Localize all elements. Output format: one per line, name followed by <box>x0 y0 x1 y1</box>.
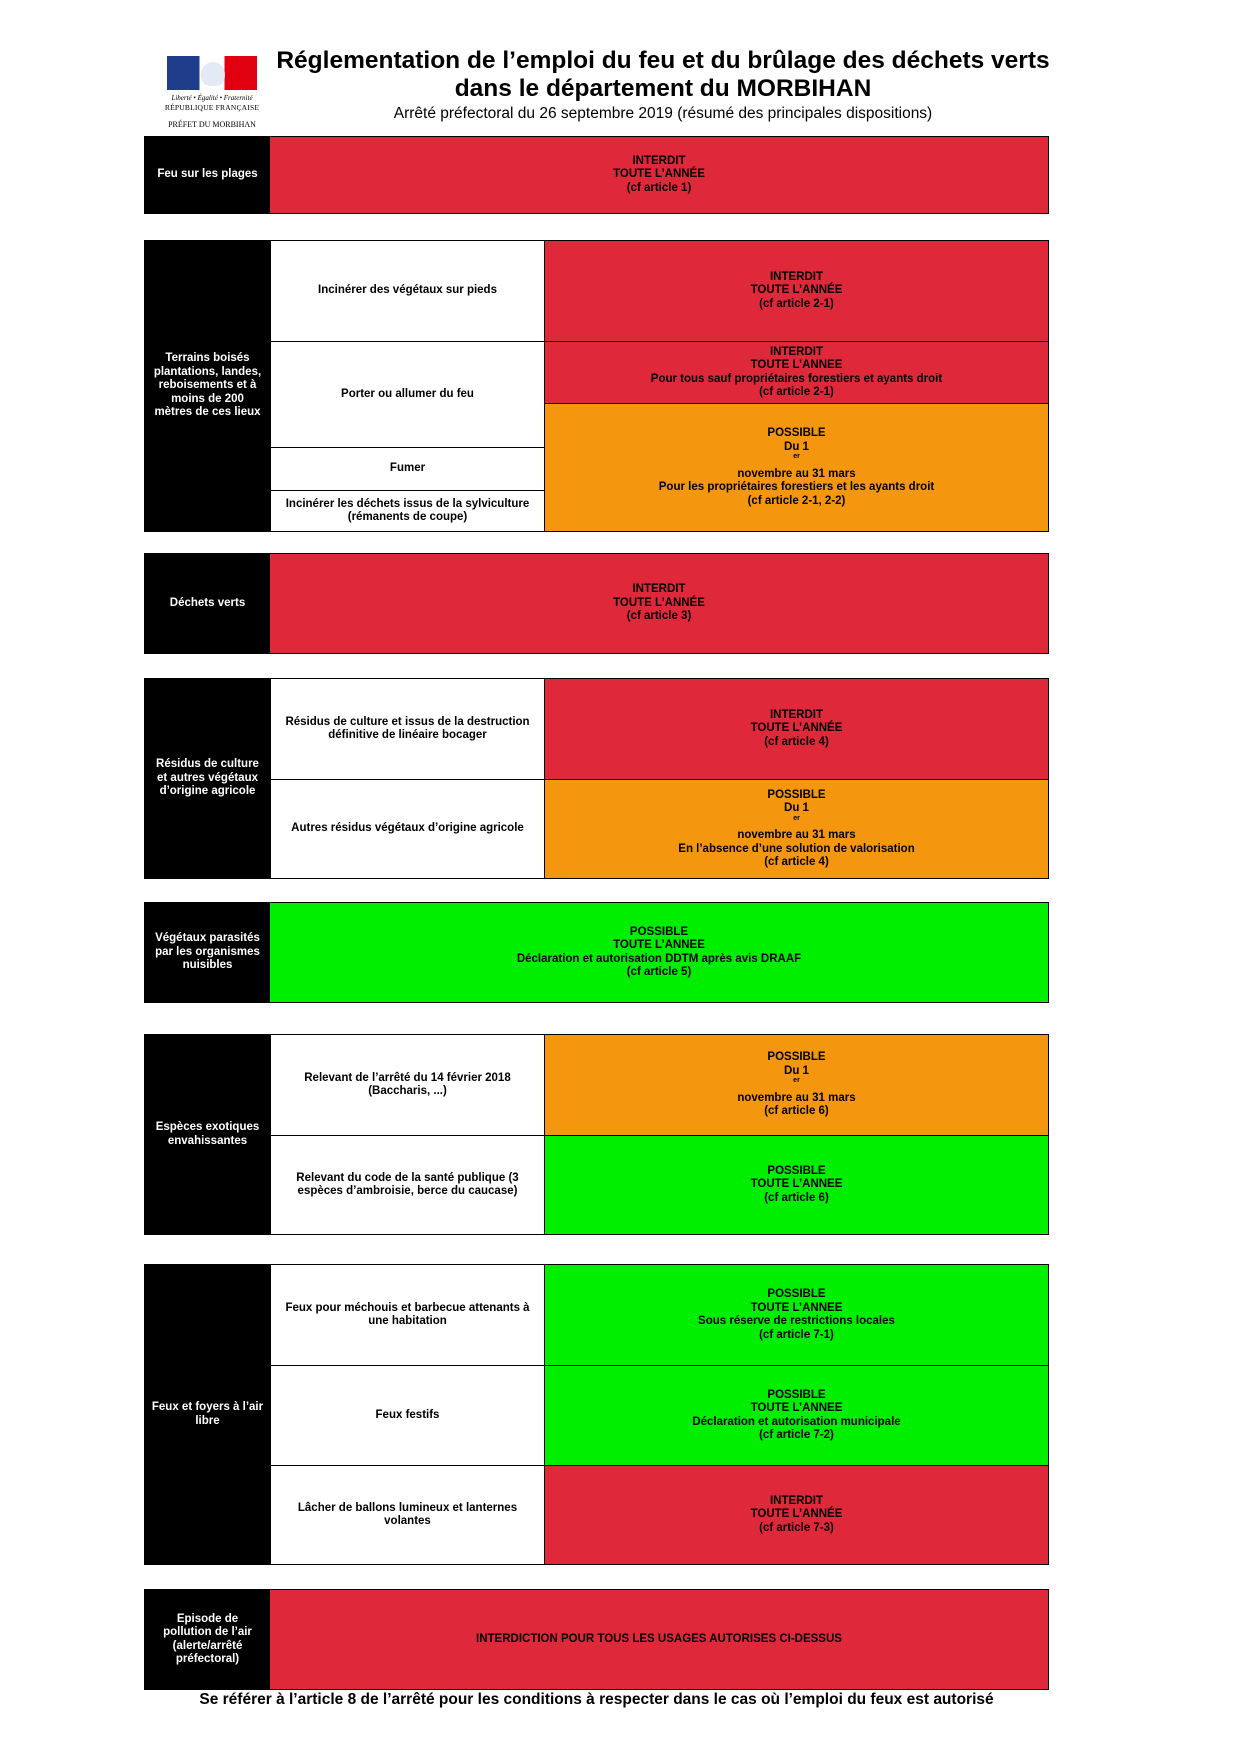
marianne-flag-icon <box>167 56 257 90</box>
value-line: TOUTE L’ANNÉE <box>613 596 705 609</box>
row-sante-publique: Relevant du code de la santé publique (3 espèces d’ambroisie, berce du caucase) <box>270 1135 544 1234</box>
value-line: (cf article 4) <box>764 856 829 868</box>
row-fumer: Fumer <box>270 447 544 490</box>
value-especes-2 <box>544 1135 1048 1234</box>
value-line: Sous réserve de restrictions locales <box>698 1315 895 1327</box>
value-line: TOUTE L’ANNÉE <box>750 722 843 735</box>
value-line: POSSIBLE <box>767 1388 826 1401</box>
value-line: TOUTE L’ANNEE <box>750 1178 843 1191</box>
value-dechets-verts <box>270 554 1048 653</box>
block-pollution <box>144 1589 1049 1690</box>
row-sylviculture: Incinérer les déchets issus de la sylviculture (rémanents de coupe) <box>270 490 544 531</box>
value-plages <box>270 137 1048 213</box>
prefecture-logo <box>160 56 264 129</box>
value-line: TOUTE L’ANNEE <box>750 1402 843 1414</box>
value-especes-1 <box>544 1035 1048 1135</box>
value-terrains-3 <box>544 403 1048 531</box>
label-dechets-verts: Déchets verts <box>145 554 270 653</box>
value-line: En l’absence d’une solution de valorisation <box>678 842 915 855</box>
value-line: POSSIBLE <box>767 788 826 801</box>
value-line: Du 1 $^{er}$ novembre au 31 mars <box>737 1064 856 1104</box>
value-line: (cf article 1) <box>626 181 692 194</box>
value-line: INTERDIT <box>769 270 824 283</box>
value-line: TOUTE L’ANNEE <box>750 359 843 371</box>
value-pollution: INTERDICTION POUR TOUS LES USAGES AUTORISES CI-DESSUS <box>270 1590 1048 1689</box>
value-line: (cf article 2-1) <box>759 297 834 310</box>
value-line: (cf article 3) <box>626 610 692 623</box>
row-residus-culture: Résidus de culture et issus de la destruction définitive de linéaire bocager <box>270 679 544 779</box>
row-feux-festifs: Feux festifs <box>270 1365 544 1465</box>
value-line: TOUTE L’ANNÉE <box>613 168 705 181</box>
value-line: Déclaration et autorisation municipale <box>692 1415 901 1428</box>
value-line: POSSIBLE <box>767 1164 826 1177</box>
value-line: INTERDIT <box>769 345 823 358</box>
value-line: TOUTE L’ANNEE <box>750 1301 843 1314</box>
value-feux-3 <box>544 1465 1048 1564</box>
label-feux-foyers: Feux et foyers à l’air libre <box>145 1265 270 1564</box>
value-feux-1 <box>544 1265 1048 1365</box>
value-line: TOUTE L’ANNÉE <box>750 284 843 297</box>
value-line: POSSIBLE <box>767 1288 826 1300</box>
block-parasites <box>144 902 1049 1003</box>
value-line: (cf article 5) <box>626 966 692 978</box>
block-feux-foyers <box>144 1264 1049 1565</box>
block-terrains <box>144 240 1049 532</box>
block-residus <box>144 678 1049 879</box>
value-line: (cf article 4) <box>764 735 829 748</box>
title-line-1: Réglementation de l’emploi du feu et du brûlage des déchets verts <box>276 47 1050 74</box>
value-line: TOUTE L’ANNÉE <box>750 1508 843 1521</box>
value-line: Déclaration et autorisation DDTM après avis DRAAF <box>516 952 802 965</box>
value-terrains-1 <box>544 241 1048 341</box>
subtitle: Arrêté préfectoral du 26 septembre 2019 (résumé des principales dispositions) <box>393 105 933 122</box>
label-especes: Espèces exotiques envahissantes <box>145 1035 270 1234</box>
value-line: (cf article 2-1) <box>759 386 834 398</box>
value-parasites <box>270 903 1048 1002</box>
value-line: TOUTE L’ANNEE <box>613 939 705 951</box>
value-line: (cf article 2-1, 2-2) <box>747 494 846 507</box>
row-ballons: Lâcher de ballons lumineux et lanternes volantes <box>270 1465 544 1564</box>
value-line: POSSIBLE <box>767 427 826 439</box>
value-line: INTERDIT <box>769 708 824 721</box>
label-parasites: Végétaux parasités par les organismes nuisibles <box>145 903 270 1002</box>
row-mechouis: Feux pour méchouis et barbecue attenants à une habitation <box>270 1265 544 1365</box>
title-line-2: dans le département du MORBIHAN <box>454 75 872 102</box>
row-autres-residus: Autres résidus végétaux d’origine agricole <box>270 779 544 878</box>
value-line: Du 1 $^{er}$ novembre au 31 mars <box>737 440 856 480</box>
value-line: (cf article 6) <box>764 1105 829 1118</box>
value-line: INTERDIT <box>632 154 686 167</box>
value-line: Pour tous sauf propriétaires forestiers et ayants droit <box>650 372 943 385</box>
value-line: (cf article 7-3) <box>759 1521 834 1534</box>
value-feux-2 <box>544 1365 1048 1465</box>
block-plages <box>144 136 1049 214</box>
logo-motto: Liberté • Égalité • Fraternité <box>171 94 253 102</box>
value-line: Du 1 $^{er}$ novembre au 31 mars <box>737 802 856 841</box>
value-terrains-2 <box>544 341 1048 403</box>
row-vegetaux-sur-pieds: Incinérer des végétaux sur pieds <box>270 241 544 341</box>
value-line: (cf article 6) <box>764 1191 829 1204</box>
page-title <box>268 47 1058 124</box>
label-pollution: Episode de pollution de l’air (alerte/arrêté préfectoral) <box>145 1590 270 1689</box>
value-line: INTERDIT <box>632 583 686 596</box>
label-plages: Feu sur les plages <box>145 137 270 213</box>
row-porter-feu: Porter ou allumer du feu <box>270 341 544 447</box>
value-line: (cf article 7-1) <box>759 1328 834 1341</box>
label-terrains: Terrains boisés plantations, landes, reboisements et à moins de 200 mètres de ces lieux <box>145 241 270 531</box>
logo-republic: RÉPUBLIQUE FRANÇAISE <box>164 103 260 112</box>
block-especes <box>144 1034 1049 1235</box>
value-residus-2 <box>544 779 1048 878</box>
logo-prefect: PRÉFET DU MORBIHAN <box>168 120 256 129</box>
value-residus-1 <box>544 679 1048 779</box>
value-line: POSSIBLE <box>629 925 689 938</box>
block-dechets-verts <box>144 553 1049 654</box>
value-line: Pour les propriétaires forestiers et les ayants droit <box>658 481 935 493</box>
value-line: INTERDIT <box>769 1494 824 1507</box>
footer-note: Se référer à l’article 8 de l’arrêté pour les conditions à respecter dans le cas où l’emploi du feux est autorisé <box>199 1691 994 1708</box>
row-arrete-2018: Relevant de l’arrêté du 14 février 2018 (Baccharis, ...) <box>270 1035 544 1135</box>
value-line: (cf article 7-2) <box>759 1429 834 1441</box>
value-line: POSSIBLE <box>767 1051 826 1064</box>
label-residus: Résidus de culture et autres végétaux d’origine agricole <box>145 679 270 878</box>
